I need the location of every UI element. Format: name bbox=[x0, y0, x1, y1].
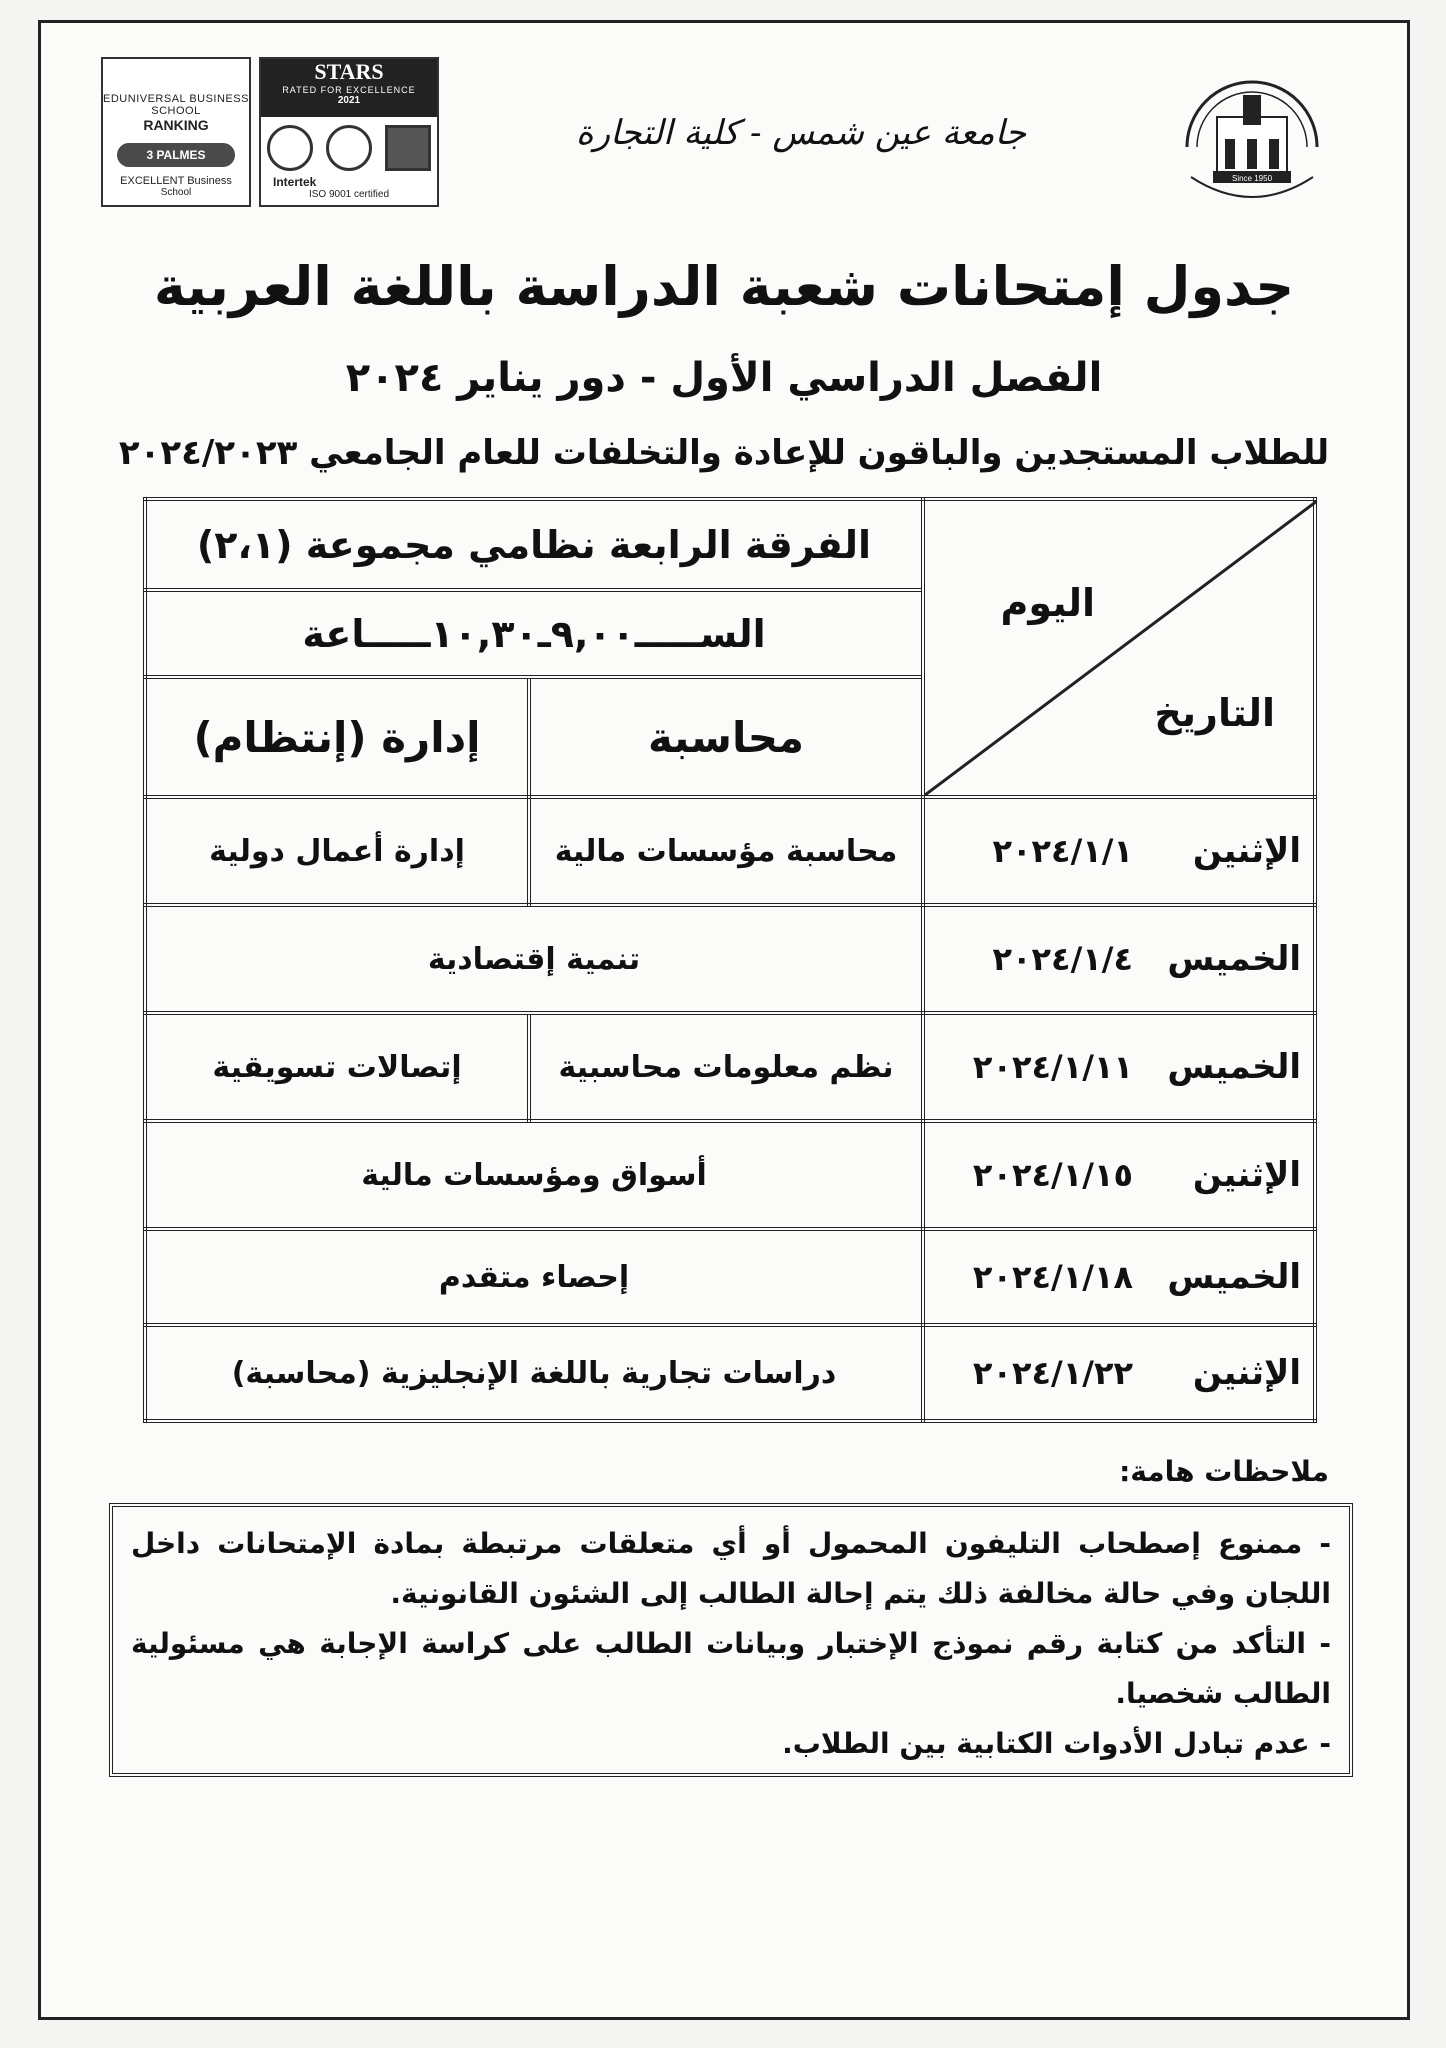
stars-title: STARS bbox=[314, 59, 384, 84]
date-cell bbox=[923, 1121, 1315, 1229]
management-subject: إتصالات تسويقية bbox=[145, 1013, 529, 1121]
table-row bbox=[145, 1121, 1315, 1229]
note-item: - التأكد من كتابة رقم نموذج الإختبار وبيانات الطالب على كراسة الإجابة هي مسئولية الطالب شخصيا. bbox=[131, 1627, 1331, 1710]
date-value: ٢٠٢٤/١/١١ bbox=[972, 1048, 1134, 1086]
date-value: ٢٠٢٤/١/٤ bbox=[992, 940, 1134, 978]
certification-icons bbox=[261, 125, 437, 171]
date-value: ٢٠٢٤/١/١٥ bbox=[972, 1156, 1134, 1194]
date-value: ٢٠٢٤/١/١٨ bbox=[972, 1258, 1134, 1296]
day-name: الخميس bbox=[1167, 1047, 1302, 1087]
ukas-crown-icon bbox=[385, 125, 431, 171]
ranking-line2: RANKING bbox=[143, 117, 209, 133]
main-title: جدول إمتحانات شعبة الدراسة باللغة العربية bbox=[153, 255, 1295, 318]
shared-subject: أسواق ومؤسسات مالية bbox=[145, 1121, 923, 1229]
ranking-line3: EXCELLENT Business bbox=[120, 175, 232, 187]
date-cell bbox=[923, 1013, 1315, 1121]
management-column-header: إدارة (إنتظام) bbox=[145, 677, 529, 797]
day-date-header bbox=[923, 499, 1315, 797]
table-row bbox=[145, 797, 1315, 905]
header-row-group bbox=[145, 499, 1315, 590]
ranking-line1: EDUNIVERSAL BUSINESS SCHOOL bbox=[103, 93, 249, 117]
accounting-subject: محاسبة مؤسسات مالية bbox=[529, 797, 923, 905]
date-cell bbox=[923, 797, 1315, 905]
shared-subject: إحصاء متقدم bbox=[145, 1229, 923, 1325]
eduniversal-ranking-logo bbox=[101, 57, 251, 207]
accounting-column-header: محاسبة bbox=[529, 677, 923, 797]
management-subject: إدارة أعمال دولية bbox=[145, 797, 529, 905]
emblem-since: Since 1950 bbox=[1231, 174, 1273, 183]
intertek-label: Intertek bbox=[273, 175, 317, 189]
stars-year: 2021 bbox=[337, 95, 361, 106]
date-value: ٢٠٢٤/١/١ bbox=[992, 832, 1134, 870]
palmes-badge: 3 PALMES bbox=[117, 143, 235, 167]
university-emblem-icon bbox=[1177, 77, 1327, 207]
date-header: التاريخ bbox=[1154, 691, 1276, 735]
table-row bbox=[145, 1325, 1315, 1421]
date-cell bbox=[923, 1325, 1315, 1421]
exam-schedule-table bbox=[143, 497, 1317, 1423]
ranking-line4: School bbox=[160, 187, 192, 198]
stars-band bbox=[261, 59, 437, 117]
shared-subject: دراسات تجارية باللغة الإنجليزية (محاسبة) bbox=[145, 1325, 923, 1421]
day-header: اليوم bbox=[1000, 581, 1096, 625]
semester-title: الفصل الدراسي الأول - دور يناير ٢٠٢٤ bbox=[345, 355, 1103, 401]
accreditation-logos bbox=[101, 57, 441, 207]
date-value: ٢٠٢٤/١/٢٢ bbox=[972, 1354, 1134, 1392]
note-item: - ممنوع إصطحاب التليفون المحمول أو أي متعلقات مرتبطة بمادة الإمتحانات داخل اللجان وفي حالة مخالفة ذلك يتم إحالة الطالب إلى الشئون القانونية. bbox=[131, 1527, 1331, 1610]
stars-subtitle: RATED FOR EXCELLENCE bbox=[282, 85, 416, 95]
shared-subject: تنمية إقتصادية bbox=[145, 905, 923, 1013]
table-row bbox=[145, 905, 1315, 1013]
table-row bbox=[145, 1013, 1315, 1121]
day-name: الإثنين bbox=[1192, 1155, 1302, 1195]
group-header: الفرقة الرابعة نظامي مجموعة (٢،١) bbox=[145, 499, 923, 590]
notes-heading: ملاحظات هامة: bbox=[1119, 1455, 1329, 1488]
day-name: الإثنين bbox=[1192, 831, 1302, 871]
date-cell bbox=[923, 905, 1315, 1013]
accounting-subject: نظم معلومات محاسبية bbox=[529, 1013, 923, 1121]
exam-schedule-page bbox=[38, 20, 1410, 2020]
diagonal-divider bbox=[925, 501, 1317, 795]
table-row bbox=[145, 1229, 1315, 1325]
university-name: جامعة عين شمس - كلية التجارة bbox=[575, 113, 1027, 153]
students-title: للطلاب المستجدين والباقون للإعادة والتخلفات للعام الجامعي ٢٠٢٤/٢٠٢٣ bbox=[118, 433, 1330, 473]
day-name: الخميس bbox=[1167, 939, 1302, 979]
globe-icon bbox=[267, 125, 313, 171]
time-header: الســـــ٩,٠٠ـ١٠,٣٠ـــــاعة bbox=[145, 590, 923, 677]
date-cell bbox=[923, 1229, 1315, 1325]
note-item: - عدم تبادل الأدوات الكتابية بين الطلاب. bbox=[782, 1727, 1331, 1760]
stars-rating-logo bbox=[259, 57, 439, 207]
seal-icon bbox=[326, 125, 372, 171]
notes-box bbox=[109, 1503, 1353, 1777]
iso-label: ISO 9001 certified bbox=[308, 189, 390, 200]
day-name: الإثنين bbox=[1192, 1353, 1302, 1393]
day-name: الخميس bbox=[1167, 1257, 1302, 1297]
